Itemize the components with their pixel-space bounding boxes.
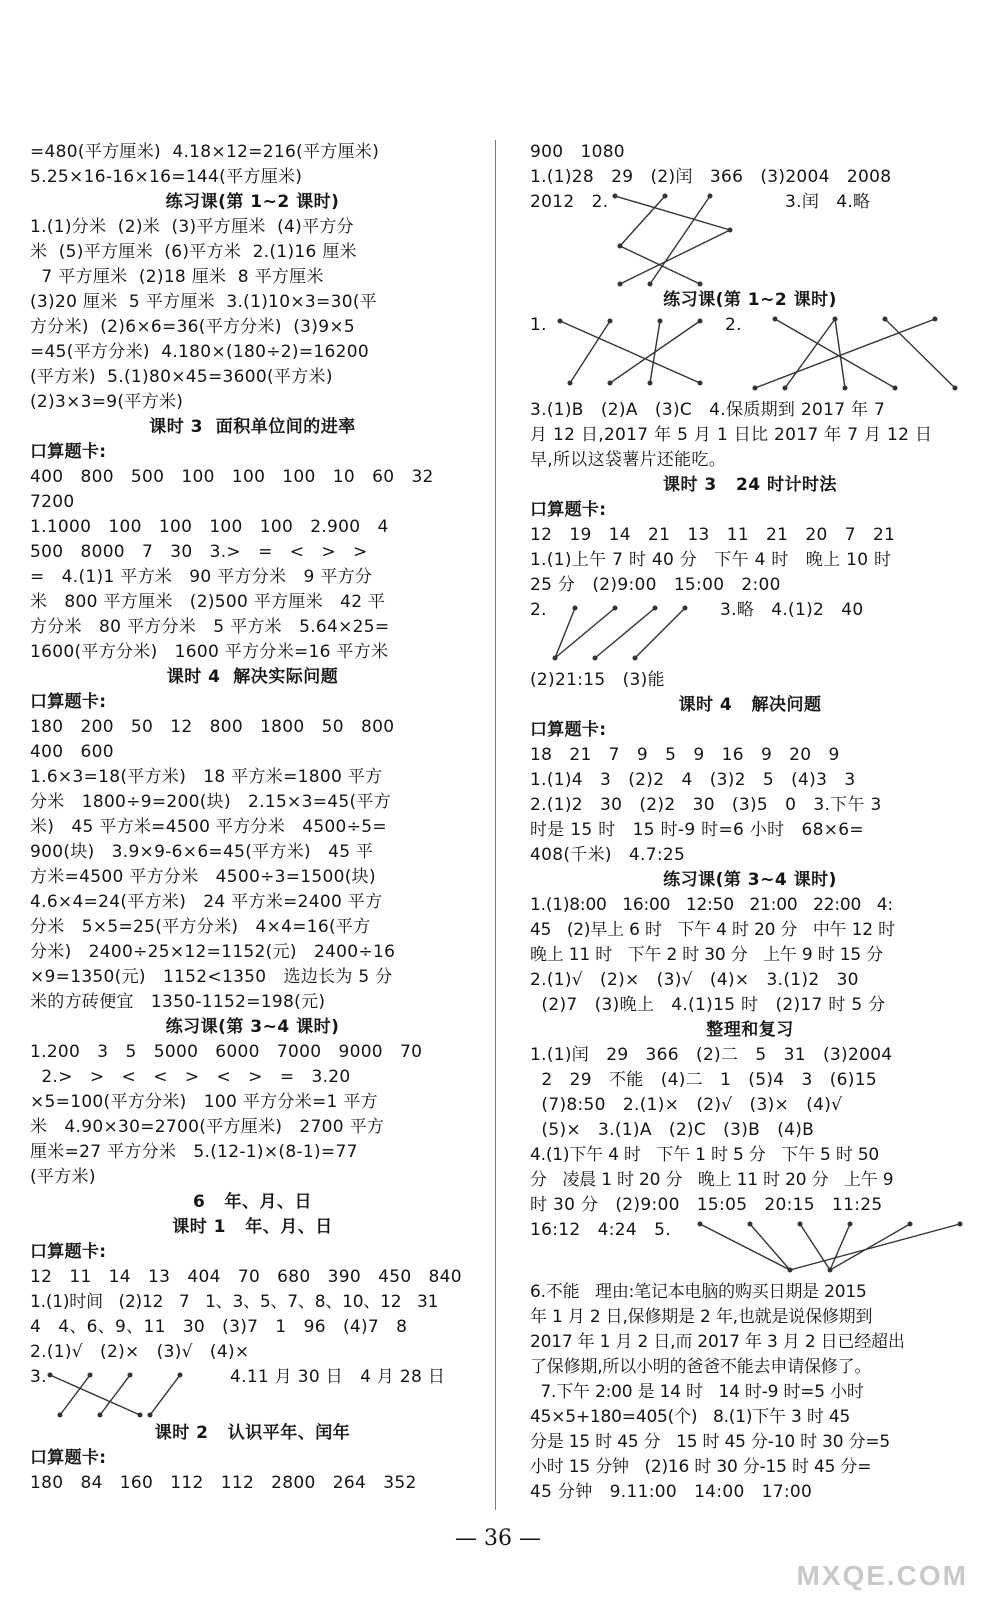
text-line: 400 800 500 100 100 100 10 60 32 [30,467,434,487]
text-line: 2012 2. [530,192,609,212]
text-line: 1.(1)8:00 16:00 12:50 21:00 22:00 4: [530,895,893,915]
text-line: 25 分 (2)9:00 15:00 2:00 [530,575,781,595]
text-line: 180 200 50 12 800 1800 50 800 [30,717,395,737]
matching-lines-diagram [545,598,695,664]
text-line: (平方米) [30,1167,96,1187]
text-line: 5.25×16-16×16=144(平方厘米) [30,167,303,187]
text-line: 45 (2)早上 6 时 下午 4 时 20 分 中午 12 时 [530,920,895,940]
text-line: 方米=4500 平方分米 4500÷3=1500(块) [30,867,376,887]
text-line: (2)3×3=9(平方米) [30,392,184,412]
text-line: 1.(1)上午 7 时 40 分 下午 4 时 晚上 10 时 [530,550,892,570]
text-line: 12 11 14 13 404 70 680 390 450 840 [30,1267,462,1287]
text-line: 时是 15 时 15 时-9 时=6 小时 68×6= [530,820,864,840]
mental-math-card-label: 口算题卡: [530,720,607,740]
page-number: — 36 — [455,1526,541,1551]
text-line: (2)21:15 (3)能 [530,670,665,690]
text-line: 2.(1)√ (2)× (3)√ (4)× 3.(1)2 30 [530,970,859,990]
text-line: 米) 45 平方米=4500 平方分米 4500÷5= [30,817,387,837]
matching-figure-time [530,598,970,668]
text-line: 时 30 分 (2)9:00 15:05 20:15 11:25 [530,1195,883,1215]
text-line: 分米 1800÷9=200(块) 2.15×3=45(平方 [30,792,392,812]
text-line: 晚上 11 时 下午 2 时 30 分 上午 9 时 15 分 [530,945,883,965]
text-line: 7 平方厘米 (2)18 厘米 8 平方厘米 [30,267,324,287]
section-heading: 练习课(第 1~2 课时) [165,192,340,212]
text-line: 45 分钟 9.11:00 14:00 17:00 [530,1482,813,1502]
text-line: 2.(1)√ (2)× (3)√ (4)× [30,1342,250,1362]
text-line: =45(平方分米) 4.180×(180÷2)=16200 [30,342,369,362]
text-line: 3.(1)B (2)A (3)C 4.保质期到 2017 年 7 [530,400,886,420]
mental-math-card-label: 口算题卡: [30,442,107,462]
text-line: 1.1000 100 100 100 100 2.900 4 [30,517,389,537]
section-heading: 练习课(第 3~4 课时) [165,1017,340,1037]
text-line: 7200 [30,492,75,512]
text-line: 900(块) 3.9×9-6×6=45(平方米) 45 平 [30,842,374,862]
text-line: 4.6×4=24(平方米) 24 平方米=2400 平方 [30,892,383,912]
section-heading: 课时 3 24 时计时法 [662,475,838,495]
text-line: (3)20 厘米 5 平方厘米 3.(1)10×3=30(平 [30,292,378,312]
text-line: 分 凌晨 1 时 20 分 晚上 11 时 20 分 上午 9 [530,1170,894,1190]
section-heading: 课时 3 面积单位间的进率 [149,417,356,437]
text-line: 分米 5×5=25(平方分米) 4×4=16(平方 [30,917,371,937]
text-line: 1.200 3 5 5000 6000 7000 9000 70 [30,1042,423,1062]
matching-lines-diagram [40,1365,200,1421]
text-line: 方分米 80 平方分米 5 平方米 5.64×25= [30,617,390,637]
section-heading: 练习课(第 1~2 课时) [663,290,837,310]
text-line: 900 1080 [530,142,625,162]
text-line: 18 21 7 9 5 9 16 9 20 9 [530,745,840,765]
matching-figure-practice [530,313,970,398]
text-line: 2 29 不能 (4)二 1 (5)4 3 (6)15 [530,1070,877,1090]
text-line: 1.(1)分米 (2)米 (3)平方厘米 (4)平方分 [30,217,354,237]
text-line: 3.闰 4.略 [785,192,871,212]
text-line: 400 600 [30,742,114,762]
mental-math-card-label: 口算题卡: [30,1448,107,1468]
mental-math-card-label: 口算题卡: [30,1242,107,1262]
text-line: (5)× 3.(1)A (2)C (3)B (4)B [530,1120,815,1140]
question-number: 3. [30,1367,47,1387]
text-line: (平方米) 5.(1)80×45=3600(平方米) [30,367,333,387]
watermark-logo: MXQE.COM [796,1560,968,1591]
text-line: 米 (5)平方厘米 (6)平方米 2.(1)16 厘米 [30,242,357,262]
text-line: 45×5+180=405(个) 8.(1)下午 3 时 45 [530,1407,851,1427]
section-heading: 课时 4 解决实际问题 [166,667,339,687]
text-line: 7.下午 2:00 是 14 时 14 时-9 时=5 小时 [530,1382,864,1402]
right-column [530,140,970,1505]
text-line: 1.(1)28 29 (2)闰 366 (3)2004 2008 [530,167,892,187]
unit-heading: 6 年、月、日 [192,1192,313,1212]
text-line: 方分米) (2)6×6=36(平方分米) (3)9×5 [30,317,356,337]
text-line: (2)7 (3)晚上 4.(1)15 时 (2)17 时 5 分 [530,995,886,1015]
text-line: 1600(平方分米) 1600 平方分米=16 平方米 [30,642,389,662]
text-line: =480(平方厘米) 4.18×12=216(平方厘米) [30,142,380,162]
mental-math-card-label: 口算题卡: [530,500,607,520]
matching-lines-diagram [690,1218,990,1278]
text-line: ×9=1350(元) 1152<1350 选边长为 5 分 [30,967,393,987]
question-number: 2. [725,315,742,335]
text-line: ×5=100(平方分米) 100 平方分米=1 平方 [30,1092,378,1112]
text-line: 分是 15 时 45 分 15 时 45 分-10 时 30 分=5 [530,1432,891,1452]
section-heading: 整理和复习 [706,1020,794,1040]
text-line: 2.> > < < > < > = 3.20 [30,1067,351,1087]
text-line: 6.不能 理由:笔记本电脑的购买日期是 2015 [530,1282,867,1302]
question-number: 2. [530,600,547,620]
text-line: 早,所以这袋薯片还能吃。 [530,450,727,470]
text-line: 米的方砖便宜 1350-1152=198(元) [30,992,326,1012]
text-line: 4.(1)下午 4 时 下午 1 时 5 分 下午 5 时 50 [530,1145,880,1165]
text-line: 厘米=27 平方分米 5.(12-1)×(8-1)=77 [30,1142,358,1162]
text-line: 12 19 14 21 13 11 21 20 7 21 [530,525,896,545]
text-line: 180 84 160 112 112 2800 264 352 [30,1473,417,1493]
text-line: 月 12 日,2017 年 5 月 1 日比 2017 年 7 月 12 日 [530,425,933,445]
text-line: 2017 年 1 月 2 日,而 2017 年 3 月 2 日已经超出 [530,1332,905,1352]
text-line: 1.(1)闰 29 366 (2)二 5 31 (3)2004 [530,1045,893,1065]
text-line: 米 800 平方厘米 (2)500 平方厘米 42 平 [30,592,386,612]
text-line: 16:12 4:24 5. [530,1220,671,1240]
text-line: = 4.(1)1 平方米 90 平方分米 9 平方分 [30,567,373,587]
text-line: 2.(1)2 30 (2)2 30 (3)5 0 3.下午 3 [530,795,882,815]
text-line: (7)8:50 2.(1)× (2)√ (3)× (4)√ [530,1095,843,1115]
question-number: 1. [530,315,547,335]
matching-lines-diagram [550,313,730,393]
mental-math-card-label: 口算题卡: [30,692,107,712]
text-line: 4.11 月 30 日 4 月 28 日 [230,1367,446,1387]
section-heading: 课时 2 认识平年、闰年 [154,1423,351,1443]
left-column [30,140,475,1496]
matching-lines-diagram [610,190,760,288]
matching-lines-diagram [745,313,965,398]
text-line: 1.(1)时间 (2)12 7 1、3、5、7、8、10、12 31 [30,1292,439,1312]
text-line: 408(千米) 4.7:25 [530,845,686,865]
text-line: 了保修期,所以小明的爸爸不能去申请保修了。 [530,1357,872,1377]
section-heading: 课时 1 年、月、日 [172,1217,333,1237]
matching-figure-right-q2 [530,190,970,288]
text-line: 1.(1)4 3 (2)2 4 (3)2 5 (4)3 3 [530,770,856,790]
text-line: 1.6×3=18(平方米) 18 平方米=1800 平方 [30,767,383,787]
matching-figure-left-q3 [30,1365,475,1421]
section-heading: 课时 4 解决问题 [678,695,822,715]
text-line: 4 4、6、9、11 30 (3)7 1 96 (4)7 8 [30,1317,408,1337]
text-line: 米 4.90×30=2700(平方厘米) 2700 平方 [30,1117,385,1137]
text-line: 年 1 月 2 日,保修期是 2 年,也就是说保修期到 [530,1307,873,1327]
matching-figure-review [530,1218,970,1280]
text-line: 3.略 4.(1)2 40 [720,600,864,620]
text-line: 500 8000 7 30 3.> = < > > [30,542,368,562]
text-line: 小时 15 分钟 (2)16 时 30 分-15 时 45 分= [530,1457,872,1477]
column-divider [495,140,496,1510]
section-heading: 练习课(第 3~4 课时) [663,870,837,890]
text-line: 分米) 2400÷25×12=1152(元) 2400÷16 [30,942,396,962]
